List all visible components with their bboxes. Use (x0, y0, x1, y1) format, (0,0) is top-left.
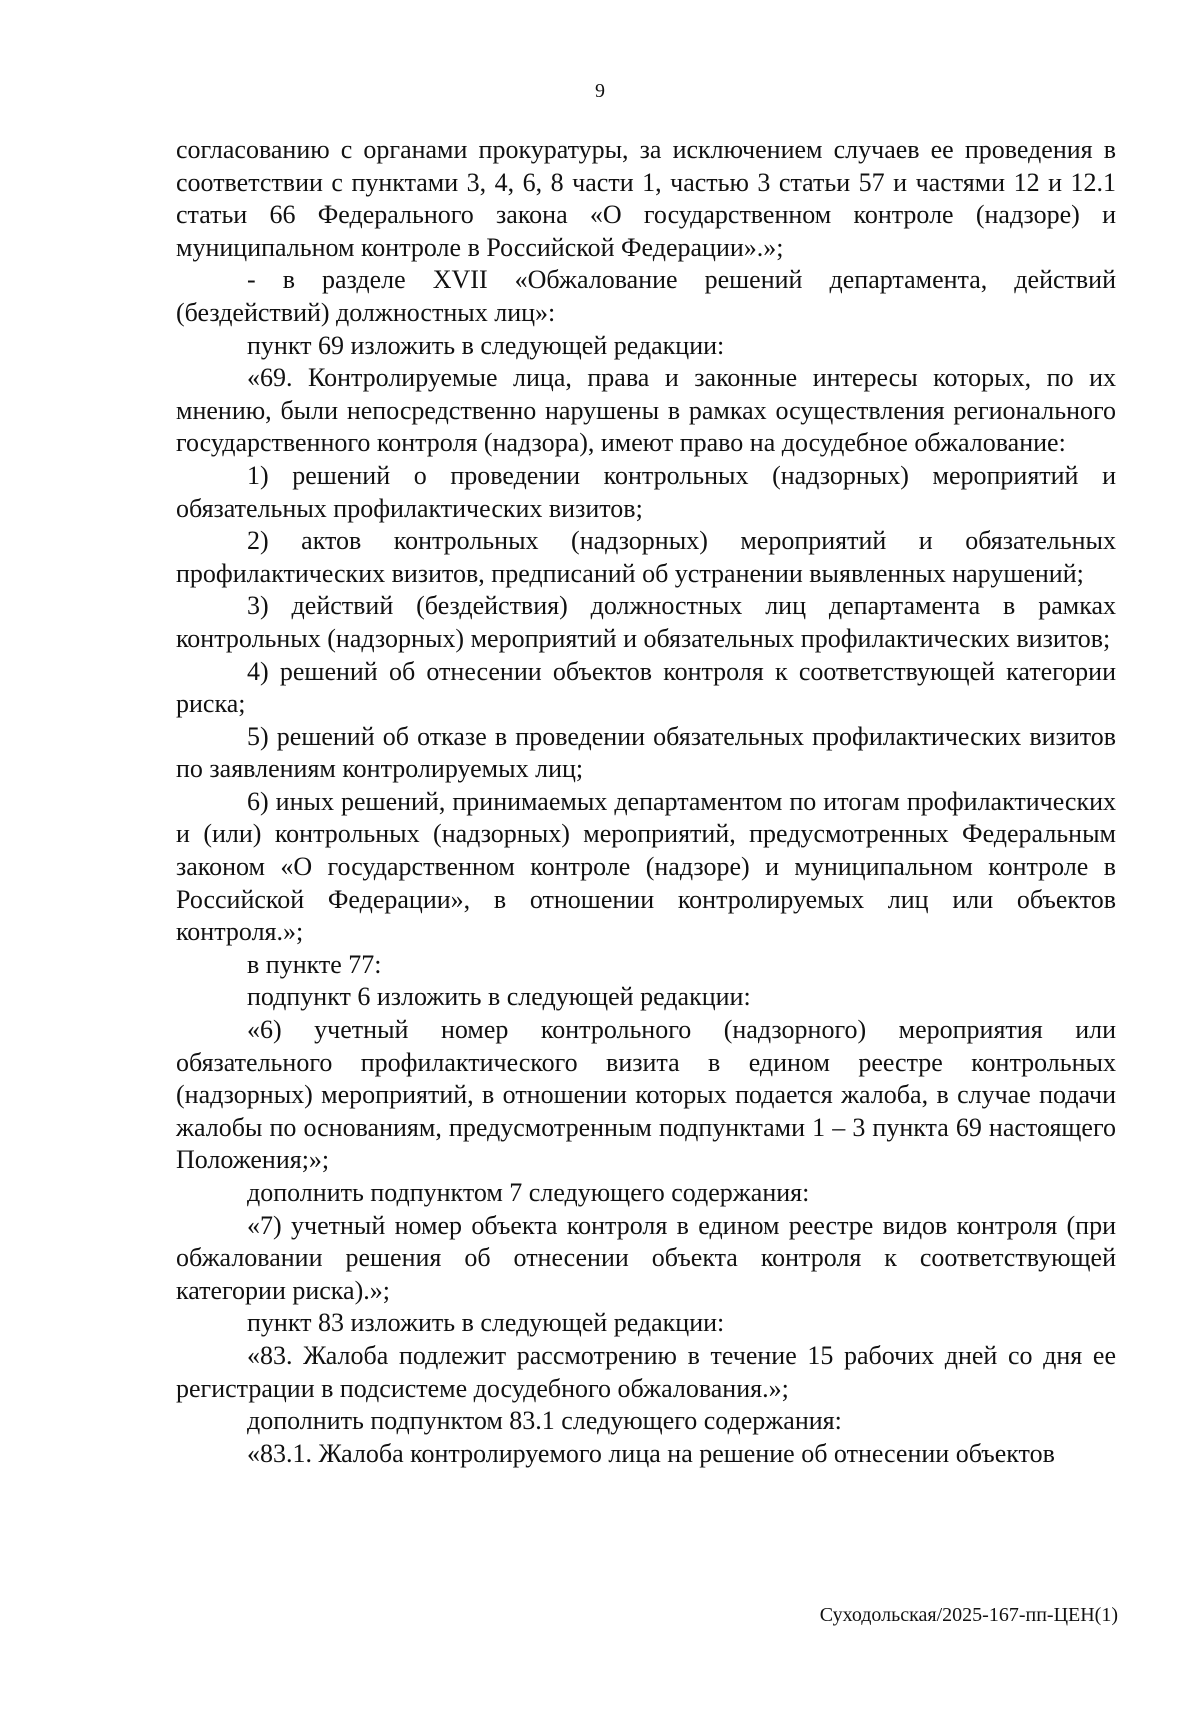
paragraph: в пункте 77: (247, 949, 382, 979)
paragraph: пункт 69 изложить в следующей редакции: (247, 330, 725, 360)
paragraph: пункт 83 изложить в следующей редакции: (247, 1308, 725, 1338)
paragraph: подпункт 6 изложить в следующей редакции: (247, 982, 751, 1012)
paragraph: 5) решений об отказе в проведении обязательных профилактических визитов по заявлениям контролируемых лиц; (176, 721, 1116, 784)
paragraph: «83. Жалоба подлежит рассмотрению в течение 15 рабочих дней со дня ее регистрации в подсистеме досудебного обжалования.»; (176, 1340, 1116, 1403)
paragraph: 6) иных решений, принимаемых департаментом по итогам профилактических и (или) контрольных (надзорных) мероприятий, предусмотренных Федеральным законом «О государственном контроле (надзоре) и муниципальном контроле в Российской Федерации», в отношении контролируемых лиц или объектов контроля.»; (176, 786, 1116, 947)
paragraph: 4) решений об отнесении объектов контроля к соответствующей категории риска; (176, 656, 1116, 719)
paragraph: «83.1. Жалоба контролируемого лица на решение об отнесении объектов (247, 1438, 1055, 1468)
paragraph: дополнить подпунктом 7 следующего содержания: (247, 1178, 810, 1207)
paragraph: «69. Контролируемые лица, права и законные интересы которых, по их мнению, были непосредственно нарушены в рамках осуществления регионального государственного контроля (надзора), имеют право на досудебное обжалование: (176, 363, 1116, 458)
paragraph: согласованию с органами прокуратуры, за исключением случаев ее проведения в соответствии с пунктами 3, 4, 6, 8 части 1, частью 3 статьи 57 и частями 12 и 12.1 статьи 66 Федерального закона «О государственном контроле (надзоре) и муниципальном контроле в Российской Федерации».»; (176, 135, 1116, 262)
document-body (176, 134, 1116, 1470)
paragraph: 1) решений о проведении контрольных (надзорных) мероприятий и обязательных профилактических визитов; (176, 460, 1116, 523)
paragraph: - в разделе XVII «Обжалование решений департамента, действий (бездействий) должностных лиц»: (176, 265, 1116, 327)
document-footer: Суходольская/2025-167-пп-ЦЕН(1) (819, 1604, 1118, 1626)
paragraph: 3) действий (бездействия) должностных лиц департамента в рамках контрольных (надзорных) мероприятий и обязательных профилактических визитов; (176, 591, 1116, 653)
paragraph: «6) учетный номер контрольного (надзорного) мероприятия или обязательного профилактического визита в едином реестре контрольных (надзорных) мероприятий, в отношении которых подается жалоба, в случае подачи жалобы по основаниям, предусмотренным подпунктами 1 – 3 пункта 69 настоящего Положения;»; (176, 1015, 1116, 1175)
page-number: 9 (595, 80, 605, 102)
paragraph: 2) актов контрольных (надзорных) мероприятий и обязательных профилактических визитов, предписаний об устранении выявленных нарушений; (176, 526, 1116, 588)
paragraph: «7) учетный номер объекта контроля в едином реестре видов контроля (при обжаловании решения об отнесении объекта контроля к соответствующей категории риска).»; (176, 1210, 1116, 1305)
paragraph: дополнить подпунктом 83.1 следующего содержания: (247, 1406, 842, 1436)
